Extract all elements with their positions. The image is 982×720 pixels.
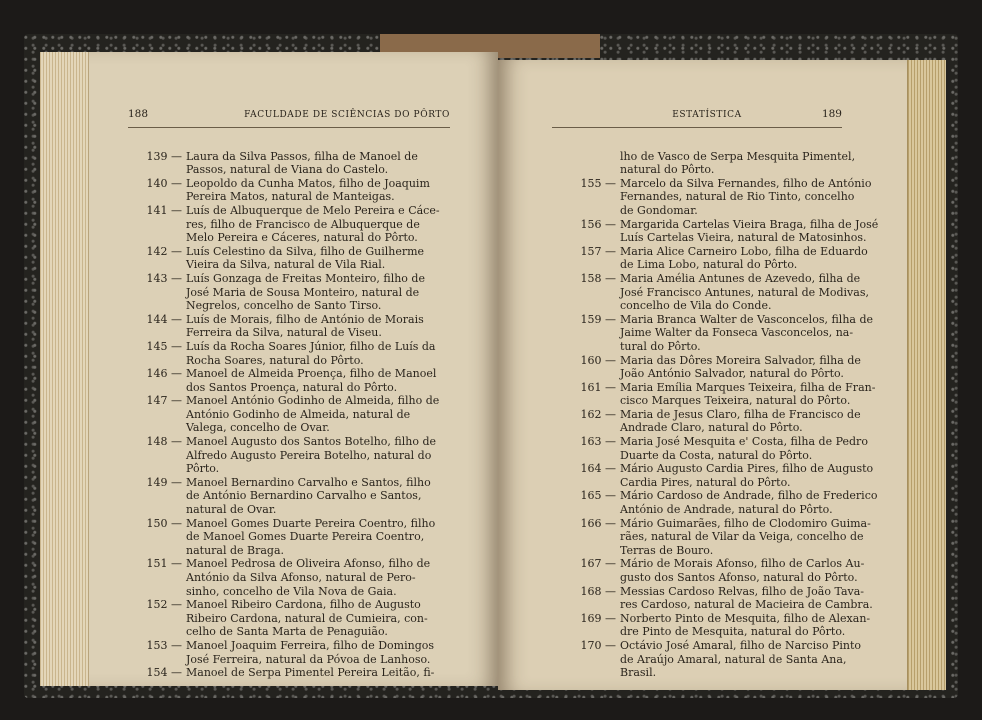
right-entry bbox=[552, 312, 874, 354]
right-entry-text: Mário de Morais Afonso, filho de Carlos Au- bbox=[620, 557, 865, 571]
right-entry bbox=[552, 611, 871, 639]
right-entry bbox=[552, 380, 876, 408]
right-entry bbox=[552, 407, 861, 435]
right-entry-line: Cardia Pires, natural do Pôrto. bbox=[620, 475, 791, 489]
left-entry-number: 139 — bbox=[146, 149, 182, 163]
right-entry-number: 170 — bbox=[580, 638, 616, 652]
right-entry bbox=[552, 584, 873, 612]
left-entry-number: 152 — bbox=[146, 598, 182, 612]
left-entry-line bbox=[128, 367, 450, 381]
right-entry-line: Jaime Walter da Fonseca Vasconcelos, na- bbox=[620, 326, 854, 340]
right-entry-line bbox=[552, 312, 874, 327]
left-entry-text: Manoel de Almeida Proença, filho de Manoel bbox=[186, 367, 437, 381]
left-entry bbox=[128, 245, 450, 272]
right-entry-line: José Francisco Antunes, natural de Modivas, bbox=[620, 285, 869, 299]
left-entry-text: Luís Celestino da Silva, filho de Guilherme bbox=[186, 244, 425, 258]
right-page-text bbox=[552, 108, 879, 680]
left-entry-line: de António Bernardino Carvalho e Santos, bbox=[186, 489, 422, 503]
left-entry-line bbox=[128, 313, 450, 327]
right-entry-line: tural do Pôrto. bbox=[620, 339, 701, 353]
right-entry-line: concelho de Vila do Conde. bbox=[620, 299, 772, 313]
left-entry bbox=[128, 367, 450, 394]
left-entry-text: Leopoldo da Cunha Matos, filho de Joaquim bbox=[186, 176, 430, 190]
right-entry-line: dre Pinto de Mesquita, natural do Pôrto. bbox=[620, 625, 846, 639]
right-entry-line bbox=[552, 380, 876, 395]
left-entry-line bbox=[128, 557, 450, 571]
right-entry-line bbox=[552, 244, 868, 259]
left-entry-line: Alfredo Augusto Pereira Botelho, natural do bbox=[186, 448, 432, 462]
left-entry bbox=[128, 476, 450, 517]
right-entry bbox=[552, 557, 865, 584]
right-entry-line: João António Salvador, natural do Pôrto. bbox=[620, 367, 844, 381]
right-entry bbox=[552, 516, 871, 558]
left-entry-text: Luís de Morais, filho de António de Morais bbox=[186, 312, 424, 326]
right-entry bbox=[552, 217, 879, 245]
right-entry-number: 158 — bbox=[580, 271, 616, 285]
left-entry-number: 145 — bbox=[146, 339, 182, 353]
right-entry-text: Mário Augusto Cardia Pires, filho de Augusto bbox=[620, 462, 874, 476]
right-continuation-text bbox=[552, 149, 856, 177]
left-entry-number: 147 — bbox=[146, 394, 182, 408]
left-entry-text: Luís da Rocha Soares Júnior, filho de Luís da bbox=[186, 339, 436, 353]
left-entry-line bbox=[128, 245, 450, 259]
left-entry-line: José Ferreira, natural da Póvoa de Lanhoso. bbox=[186, 652, 431, 666]
right-entry-number: 155 — bbox=[580, 176, 616, 190]
right-entry-line: res Cardoso, natural de Macieira de Cambra. bbox=[620, 598, 873, 612]
left-page-number: 188 bbox=[128, 108, 149, 120]
right-entry bbox=[552, 271, 869, 313]
right-entry-line: de Araújo Amaral, natural de Santa Ana, bbox=[620, 652, 847, 666]
left-entry-line: natural de Braga. bbox=[186, 543, 285, 557]
left-entry-number: 146 — bbox=[146, 367, 182, 381]
left-entry-line: Pereira Matos, natural de Manteigas. bbox=[186, 190, 395, 204]
right-entry-number: 160 — bbox=[580, 353, 616, 367]
right-entry-line bbox=[552, 435, 868, 449]
left-entry bbox=[128, 204, 450, 245]
right-entry-line bbox=[552, 353, 861, 368]
right-page-edges bbox=[907, 60, 946, 690]
left-entry bbox=[128, 666, 450, 680]
left-entry-number: 149 — bbox=[146, 475, 182, 489]
left-entry bbox=[128, 272, 450, 313]
right-entry-number: 157 — bbox=[580, 244, 616, 258]
right-entry-line: António de Andrade, natural do Pôrto. bbox=[620, 503, 833, 517]
left-entry-number: 153 — bbox=[146, 638, 182, 652]
left-entry-number: 154 — bbox=[146, 666, 182, 680]
left-entry-line bbox=[128, 177, 450, 191]
right-entry-line bbox=[552, 462, 874, 476]
left-entry-line bbox=[128, 435, 450, 449]
left-entry-text: Manoel António Godinho de Almeida, filho de bbox=[186, 394, 440, 408]
left-entry-line: Ribeiro Cardona, natural de Cumieira, con- bbox=[186, 611, 428, 625]
right-entry-line: Brasil. bbox=[620, 666, 657, 680]
left-entry bbox=[128, 177, 450, 204]
right-entry-text: Maria Emília Marques Teixeira, filha de Fran- bbox=[620, 380, 876, 394]
right-entry-line bbox=[552, 217, 879, 232]
left-entry-text: Manoel Gomes Duarte Pereira Coentro, filho bbox=[186, 516, 436, 530]
left-entry-text: Manoel Ribeiro Cardona, filho de Augusto bbox=[186, 598, 421, 612]
right-entry-line bbox=[552, 176, 872, 191]
right-entry-number: 167 — bbox=[580, 557, 616, 571]
left-entry bbox=[128, 639, 450, 666]
right-entry-line: de Gondomar. bbox=[620, 203, 698, 217]
right-entry-line bbox=[552, 489, 878, 503]
left-entry-line: res, filho de Francisco de Albuquerque de bbox=[186, 217, 420, 231]
right-entry-number: 162 — bbox=[580, 407, 616, 421]
left-entry bbox=[128, 313, 450, 340]
right-entry-number: 164 — bbox=[580, 462, 616, 476]
right-entry-text: Maria José Mesquita e' Costa, filha de Pedro bbox=[620, 435, 868, 449]
right-entry-line bbox=[552, 611, 871, 626]
right-page-number: 189 bbox=[821, 108, 842, 120]
right-entry-text: Octávio José Amaral, filho de Narciso Pinto bbox=[620, 638, 861, 652]
left-entry-line bbox=[128, 272, 450, 286]
right-entry-line: cisco Marques Teixeira, natural do Pôrto. bbox=[620, 394, 851, 408]
left-entry-line: Rocha Soares, natural do Pôrto. bbox=[186, 353, 364, 367]
left-entry bbox=[128, 435, 450, 476]
right-continuation-line: lho de Vasco de Serpa Mesquita Pimentel, bbox=[620, 149, 856, 163]
left-entry-line: sinho, concelho de Vila Nova de Gaia. bbox=[186, 584, 397, 598]
right-entry bbox=[552, 489, 878, 517]
right-entry bbox=[552, 353, 861, 381]
left-page-text bbox=[128, 108, 450, 680]
left-entry bbox=[128, 557, 450, 598]
left-entry-text: Luís de Albuquerque de Melo Pereira e Cáce- bbox=[186, 203, 440, 217]
right-entry-text: Maria de Jesus Claro, filha de Francisco de bbox=[620, 407, 861, 421]
left-entry-text: Laura da Silva Passos, filha de Manoel de bbox=[186, 149, 418, 163]
left-entry-line: José Maria de Sousa Monteiro, natural de bbox=[186, 285, 420, 299]
left-entry-line: Pôrto. bbox=[186, 462, 220, 476]
right-entry-number: 168 — bbox=[580, 584, 616, 598]
left-entry-list bbox=[128, 150, 450, 680]
right-continuation-line: natural do Pôrto. bbox=[620, 163, 715, 177]
left-entry-line bbox=[128, 666, 450, 680]
left-entry-line: celho de Santa Marta de Penaguião. bbox=[186, 625, 388, 639]
right-entry-text: Messias Cardoso Relvas, filho de João Tava- bbox=[620, 584, 865, 598]
left-entry-number: 148 — bbox=[146, 435, 182, 449]
left-entry-number: 140 — bbox=[146, 176, 182, 190]
right-entry-line: gusto dos Santos Afonso, natural do Pôrto. bbox=[620, 571, 858, 584]
right-entry-text: Margarida Cartelas Vieira Braga, filha de José bbox=[620, 217, 879, 231]
left-page-edges bbox=[40, 52, 89, 686]
left-entry-line: Valega, concelho de Ovar. bbox=[186, 421, 330, 435]
left-entry bbox=[128, 150, 450, 177]
left-entry-line: Negrelos, concelho de Santo Tirso. bbox=[186, 299, 382, 313]
left-entry-line: Vieira da Silva, natural de Vila Rial. bbox=[186, 258, 386, 272]
left-entry-line: natural de Ovar. bbox=[186, 503, 277, 517]
left-entry-line: António Godinho de Almeida, natural de bbox=[186, 407, 411, 421]
right-entry bbox=[552, 435, 868, 462]
right-entry bbox=[552, 462, 874, 489]
left-entry-number: 144 — bbox=[146, 312, 182, 326]
left-entry-line bbox=[128, 394, 450, 408]
right-entry-text: Norberto Pinto de Mesquita, filho de Alexan- bbox=[620, 611, 871, 625]
right-entry-text: Maria das Dôres Moreira Salvador, filha de bbox=[620, 353, 861, 367]
left-entry-number: 141 — bbox=[146, 203, 182, 217]
right-entry-text: Mário Cardoso de Andrade, filho de Frederico bbox=[620, 489, 878, 503]
right-entry bbox=[552, 176, 872, 218]
right-entry-line bbox=[552, 407, 861, 422]
right-entry-text: Marcelo da Silva Fernandes, filho de António bbox=[620, 176, 872, 190]
right-entry-text: Mário Guimarães, filho de Clodomiro Guima- bbox=[620, 516, 871, 530]
left-entry-text: Luís Gonzaga de Freitas Monteiro, filho de bbox=[186, 271, 425, 285]
left-entry-text: Manoel Pedrosa de Oliveira Afonso, filho de bbox=[186, 557, 431, 571]
left-running-head: FACULDADE DE SCIÊNCIAS DO PÔRTO bbox=[244, 110, 450, 120]
left-entry-number: 142 — bbox=[146, 244, 182, 258]
left-entry-number: 151 — bbox=[146, 557, 182, 571]
right-entry-text: Maria Amélia Antunes de Azevedo, filha de bbox=[620, 271, 861, 285]
right-entry bbox=[552, 638, 861, 680]
right-entry-number: 161 — bbox=[580, 380, 616, 394]
left-entry-line bbox=[128, 598, 450, 612]
right-entry-line: Terras de Bouro. bbox=[620, 543, 714, 557]
left-entry bbox=[128, 598, 450, 639]
left-entry bbox=[128, 340, 450, 367]
right-entry-line bbox=[552, 557, 865, 571]
right-entry-list bbox=[552, 176, 879, 680]
right-entry bbox=[552, 244, 868, 272]
right-entry-line: rães, natural de Vilar da Veiga, concelho de bbox=[620, 530, 864, 544]
left-entry-line bbox=[128, 340, 450, 354]
left-entry-text: Manoel Joaquim Ferreira, filho de Domingos bbox=[186, 638, 434, 652]
right-entry-line: Duarte da Costa, natural do Pôrto. bbox=[620, 448, 813, 462]
right-running-head: ESTATÍSTICA bbox=[672, 110, 742, 120]
left-entry-line bbox=[128, 204, 450, 218]
right-entry-number: 165 — bbox=[580, 489, 616, 503]
left-page-header bbox=[128, 108, 450, 128]
left-entry-text: Manoel Augusto dos Santos Botelho, filho de bbox=[186, 435, 437, 449]
right-entry-line: Andrade Claro, natural do Pôrto. bbox=[620, 421, 803, 435]
left-entry-line: Melo Pereira e Cáceres, natural do Pôrto. bbox=[186, 231, 418, 245]
left-entry-line bbox=[128, 639, 450, 653]
right-entry-line bbox=[552, 271, 861, 286]
left-entry-line bbox=[128, 517, 450, 531]
left-entry bbox=[128, 517, 450, 558]
left-entry-line: de Manoel Gomes Duarte Pereira Coentro, bbox=[186, 530, 425, 544]
right-entry-line: Fernandes, natural de Rio Tinto, concelho bbox=[620, 190, 855, 204]
left-entry-line: Ferreira da Silva, natural de Viseu. bbox=[186, 326, 382, 340]
left-entry-line bbox=[128, 150, 450, 164]
right-entry-line bbox=[552, 516, 871, 531]
left-entry-line: António da Silva Afonso, natural de Pero- bbox=[186, 571, 416, 584]
left-entry-number: 150 — bbox=[146, 516, 182, 530]
left-entry-text: Manoel Bernardino Carvalho e Santos, filho bbox=[186, 475, 431, 489]
right-page-header bbox=[552, 108, 842, 128]
left-entry-line: Passos, natural de Viana do Castelo. bbox=[186, 163, 389, 177]
left-entry-line bbox=[128, 476, 450, 490]
right-entry-line: de Lima Lobo, natural do Pôrto. bbox=[620, 258, 798, 272]
right-entry-text: Maria Branca Walter de Vasconcelos, filha de bbox=[620, 312, 874, 326]
right-entry-number: 169 — bbox=[580, 611, 616, 625]
right-entry-line bbox=[552, 584, 865, 599]
right-entry-number: 166 — bbox=[580, 516, 616, 530]
right-entry-number: 159 — bbox=[580, 312, 616, 326]
left-entry-line: dos Santos Proença, natural do Pôrto. bbox=[186, 380, 398, 394]
right-entry-line bbox=[552, 638, 861, 653]
right-entry-number: 163 — bbox=[580, 435, 616, 449]
left-entry bbox=[128, 394, 450, 435]
left-entry-text: Manoel de Serpa Pimentel Pereira Leitão, fi- bbox=[186, 666, 435, 680]
left-entry-number: 143 — bbox=[146, 271, 182, 285]
right-entry-text: Maria Alice Carneiro Lobo, filha de Eduardo bbox=[620, 244, 868, 258]
right-entry-line: Luís Cartelas Vieira, natural de Matosinhos. bbox=[620, 231, 867, 245]
right-entry-number: 156 — bbox=[580, 217, 616, 231]
